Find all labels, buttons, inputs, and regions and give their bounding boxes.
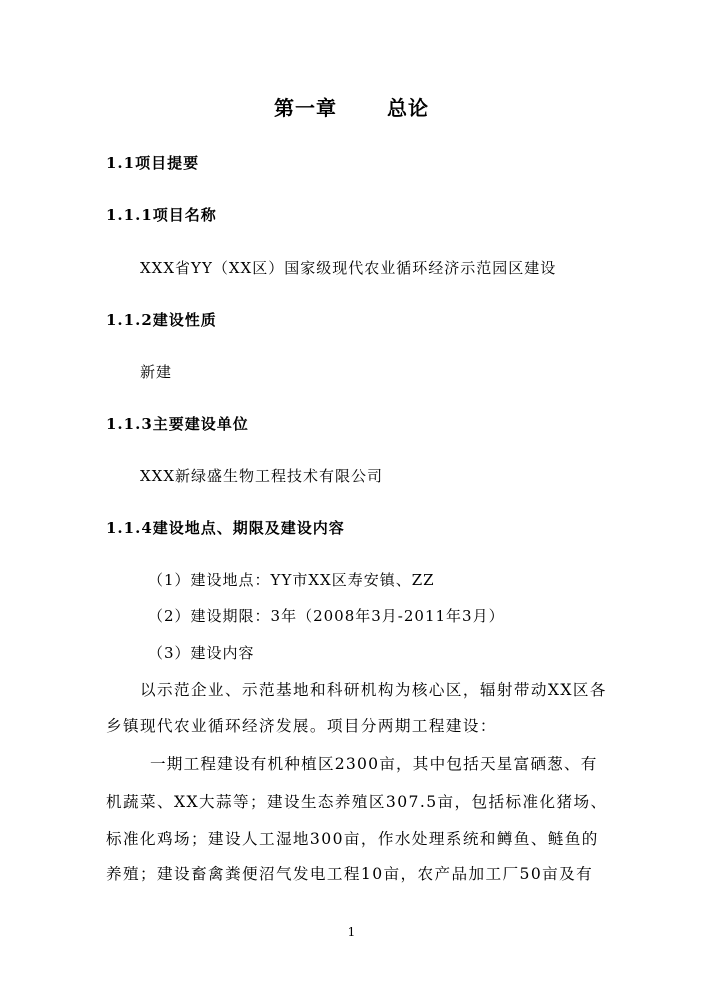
section-1-1-heading: 1.1项目提要 xyxy=(106,154,200,172)
paragraph-line: 标准化鸡场；建设人工湿地300亩，作水处理系统和鳟鱼、鲢鱼的 xyxy=(106,830,599,848)
construction-unit-text: XXX新绿盛生物工程技术有限公司 xyxy=(140,467,384,485)
paragraph-line: 乡镇现代农业循环经济发展。项目分两期工程建设： xyxy=(106,717,497,735)
page-number: 1 xyxy=(347,925,356,939)
paragraph-line: 一期工程建设有机种植区2300亩，其中包括天星富硒葱、有 xyxy=(150,755,598,773)
section-1-1-4-heading: 1.1.4建设地点、期限及建设内容 xyxy=(106,519,345,537)
list-item-location: （1）建设地点：YY市XX区寿安镇、ZZ xyxy=(148,571,435,589)
list-item-content: （3）建设内容 xyxy=(148,644,255,662)
section-1-1-2-heading: 1.1.2建设性质 xyxy=(106,311,217,329)
chapter-number: 第一章 xyxy=(274,96,337,120)
chapter-name: 总论 xyxy=(387,96,429,120)
paragraph-line: 以示范企业、示范基地和科研机构为核心区，辐射带动XX区各 xyxy=(140,681,607,699)
project-name-text: XXX省YY（XX区）国家级现代农业循环经济示范园区建设 xyxy=(140,259,557,277)
section-1-1-1-heading: 1.1.1项目名称 xyxy=(106,206,217,224)
list-item-period: （2）建设期限：3年（2008年3月-2011年3月） xyxy=(148,607,505,625)
paragraph-line: 养殖；建设畜禽粪便沼气发电工程10亩，农产品加工厂50亩及有 xyxy=(106,865,594,883)
construction-nature-text: 新建 xyxy=(140,363,173,381)
chapter-title xyxy=(0,92,703,121)
section-1-1-3-heading: 1.1.3主要建设单位 xyxy=(106,415,249,433)
paragraph-line: 机蔬菜、XX大蒜等；建设生态养殖区307.5亩，包括标准化猪场、 xyxy=(106,793,608,811)
